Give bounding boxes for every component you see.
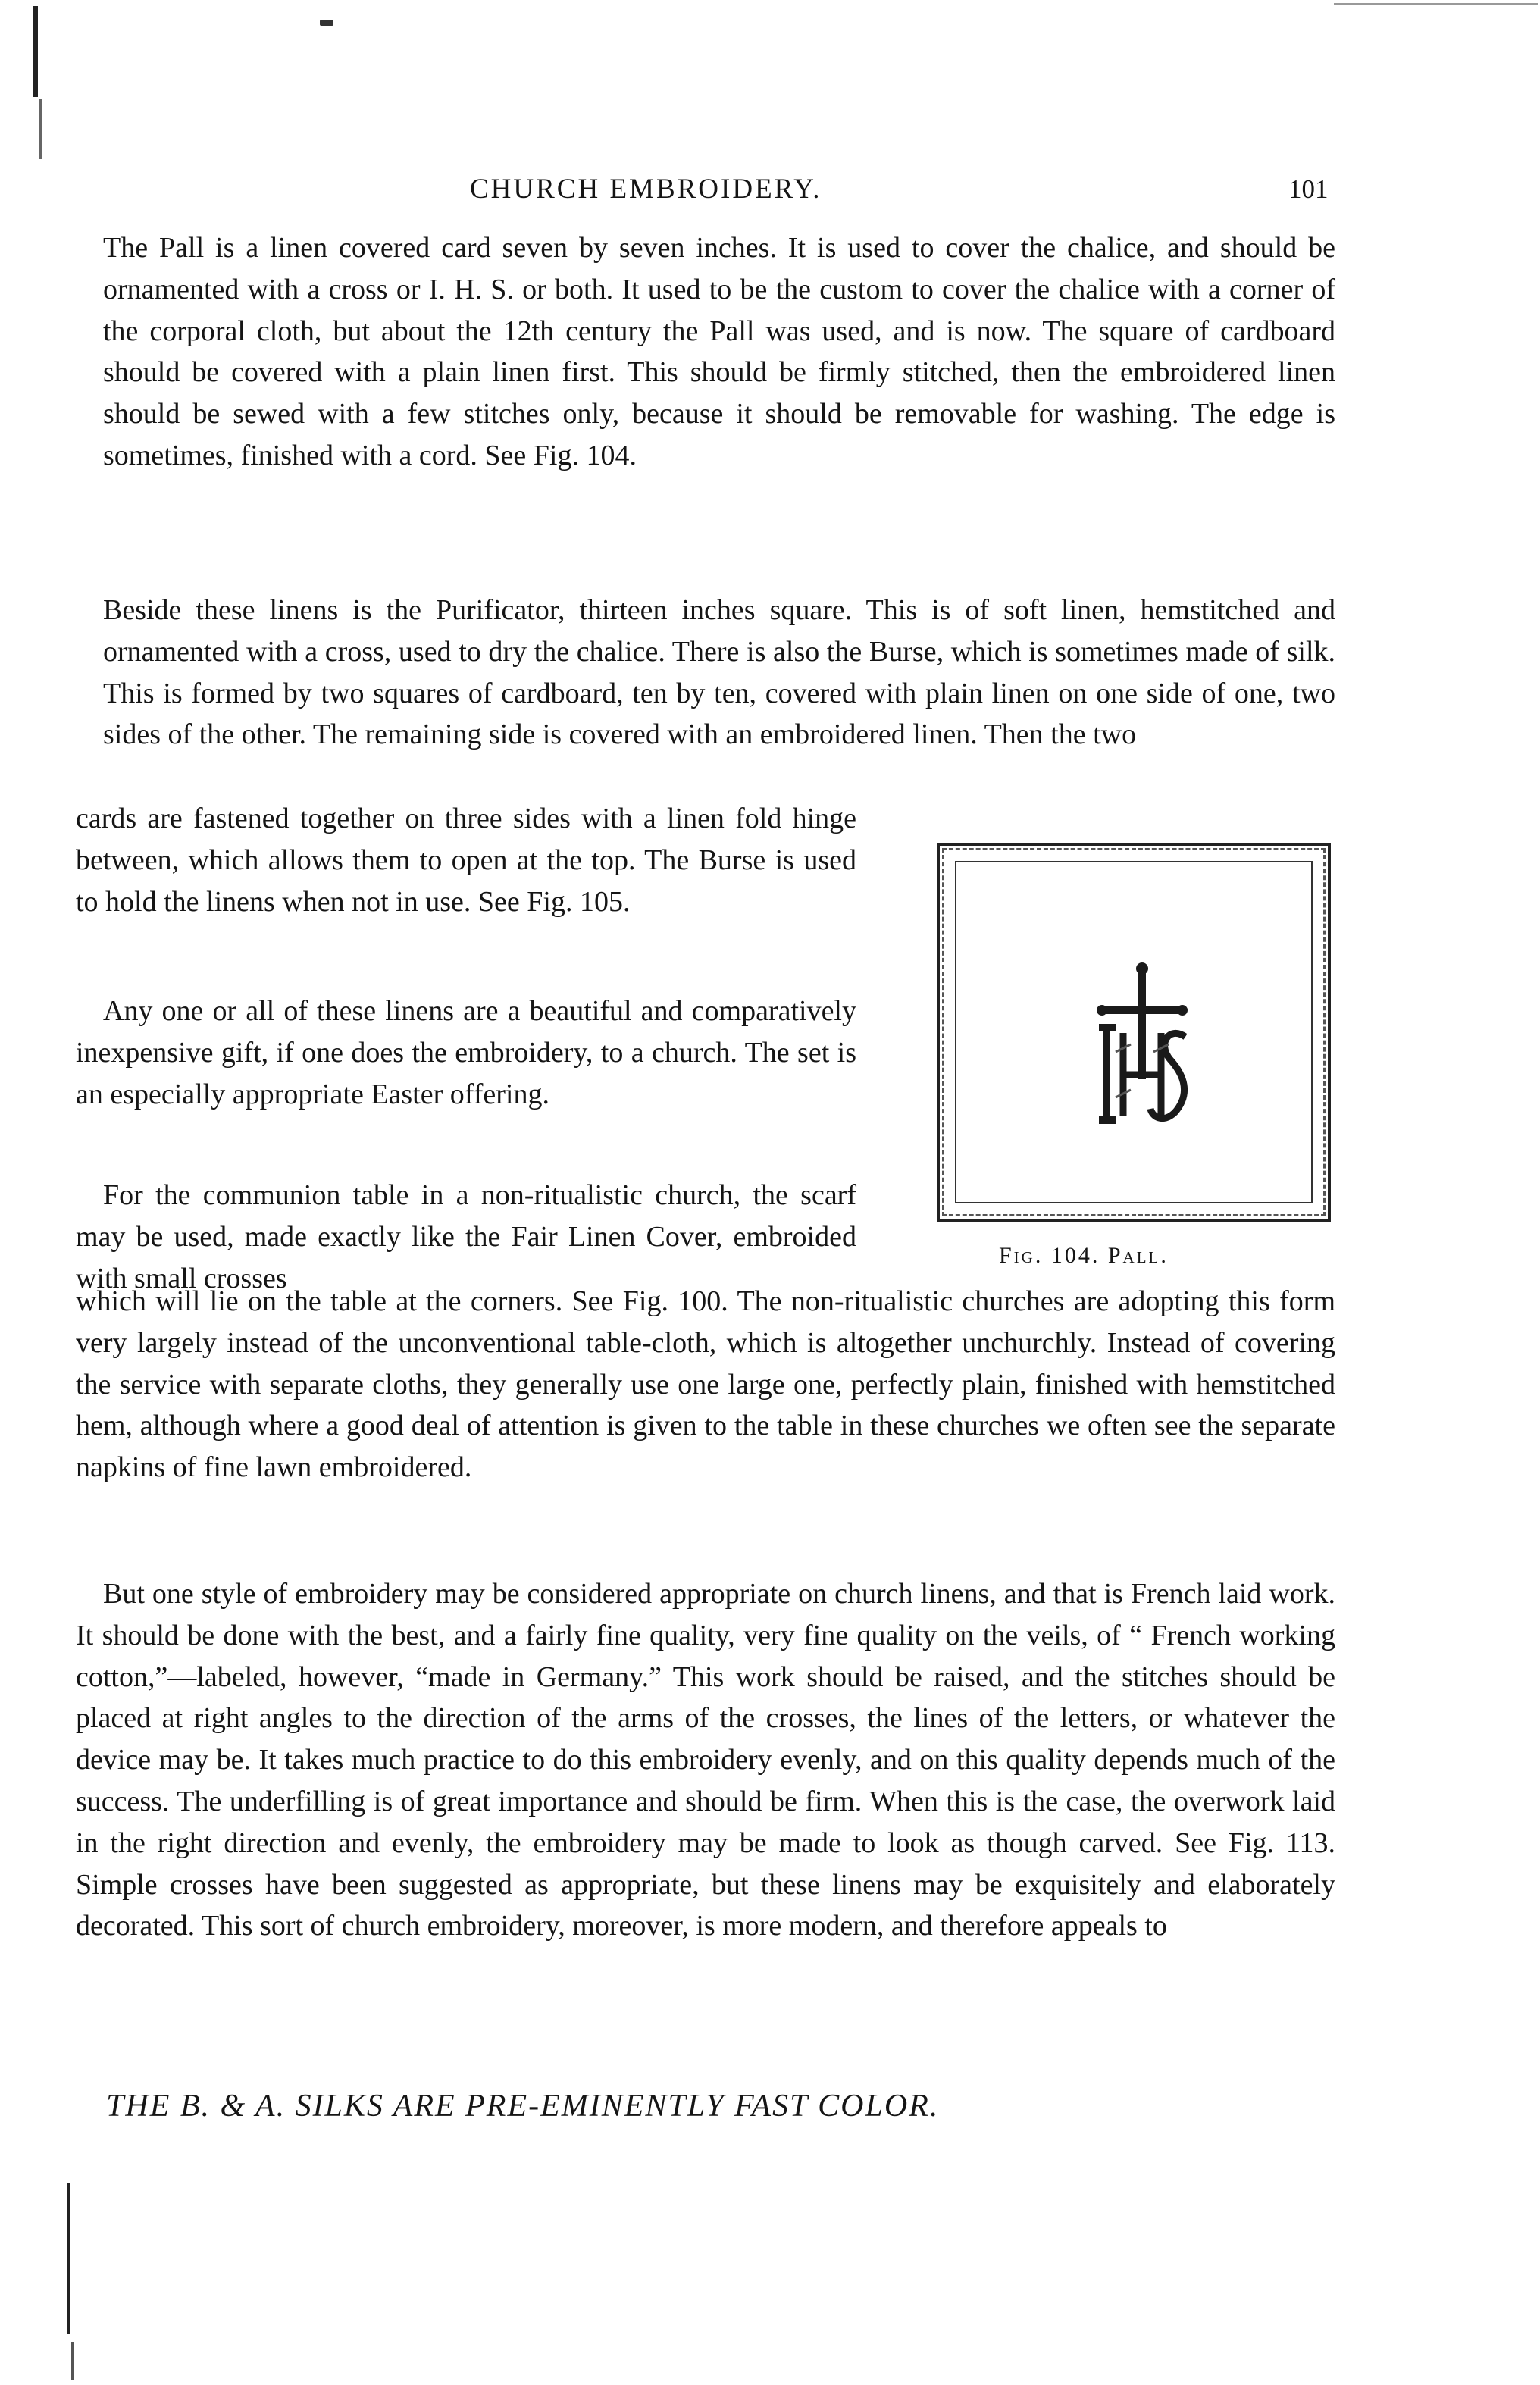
scan-edge-mark [39,99,42,159]
paragraph-purificator: Beside these linens is the Purificator, thirteen inches square. This is of soft linen, hemstitched and ornamented with a cross, used to dry the chalice. There is also the Burse, which is sometimes made of silk. This is formed by two squares of cardboard, ten by ten, covered with plain linen on one side of one, two sides of the other. The remaining side is covered with an embroidered linen. Then the two [103,594,1335,751]
running-head [0,173,1540,211]
figure-panel [955,861,1313,1203]
running-title: CHURCH EMBROIDERY. [470,174,822,205]
paragraph-communion-table: For the communion table in a non-ritualistic church, the scarf may be used, made exactly like the Fair Linen Cover, embroided with small crosses [76,1179,856,1294]
paragraph-french-laid-work: But one style of embroidery may be considered appropriate on church linens, and that is French laid work. It should be done with the best, and a fairly fine quality, very fine quality on the veils, of “ French working cotton,”—labeled, however, “made in Germany.” This work should be raised, and the stitches should be placed at right angles to the direction of the arms of the crosses, the lines of the letters, or whatever the device may be. It takes much practice to do this embroidery evenly, and on this quality depends much of the success. The underfilling is of great importance and should be firm. When this is the case, the overwork laid in the right direction and evenly, the embroidery may be made to look as though carved. See Fig. 113. Simple crosses have been suggested as appropriate, but these linens may be exquisitely and elaborately decorated. This sort of church embroidery, moreover, is more modern, and therefore appeals to [76,1578,1335,1942]
scan-edge-mark [33,6,38,97]
footer-advertisement: THE B. & A. SILKS ARE PRE-EMINENTLY FAST COLOR. [106,2089,940,2124]
cross-ihs-monogram-icon [1085,961,1199,1135]
scan-edge-mark [67,2183,70,2334]
scan-dot [320,20,333,26]
figure-caption: Fig. 104. Pall. [999,1243,1169,1268]
scan-top-rule [1334,3,1538,5]
paragraph-burse-cards: cards are fastened together on three sides with a linen fold hinge between, which allows them to open at the top. The Burse is used to hold the linens when not in use. See Fig. 105. [76,803,856,918]
paragraph-pall: The Pall is a linen covered card seven by seven inches. It is used to cover the chalice, and should be ornamented with a cross or I. H. S. or both. It used to be the custom to cover the chalice with a corner of the corporal cloth, but about the 12th century the Pall was used, and is now. The square of cardboard should be covered with a plain linen first. This should be firmly stitched, then the embroidered linen should be sewed with a few stitches only, because it should be removable for washing. The edge is sometimes, finished with a cord. See Fig. 104. [103,232,1335,471]
figure-pall [937,843,1331,1222]
paragraph-non-ritualistic: which will lie on the table at the corners. See Fig. 100. The non-ritualistic churches are adopting this form very largely instead of the unconventional table-cloth, which is altogether unchurchly. Instead of covering the service with separate cloths, they generally use one large one, perfectly plain, finished with hemstitched hem, although where a good deal of attention is given to the table in these churches we often see the separate napkins of fine lawn embroidered. [76,1285,1335,1484]
paragraph-gift: Any one or all of these linens are a beautiful and comparatively inexpensive gift, if one does the embroidery, to a church. The set is an especially appropriate Easter offering. [76,995,856,1110]
scan-edge-mark [71,2342,74,2380]
page-number: 101 [1288,174,1329,204]
